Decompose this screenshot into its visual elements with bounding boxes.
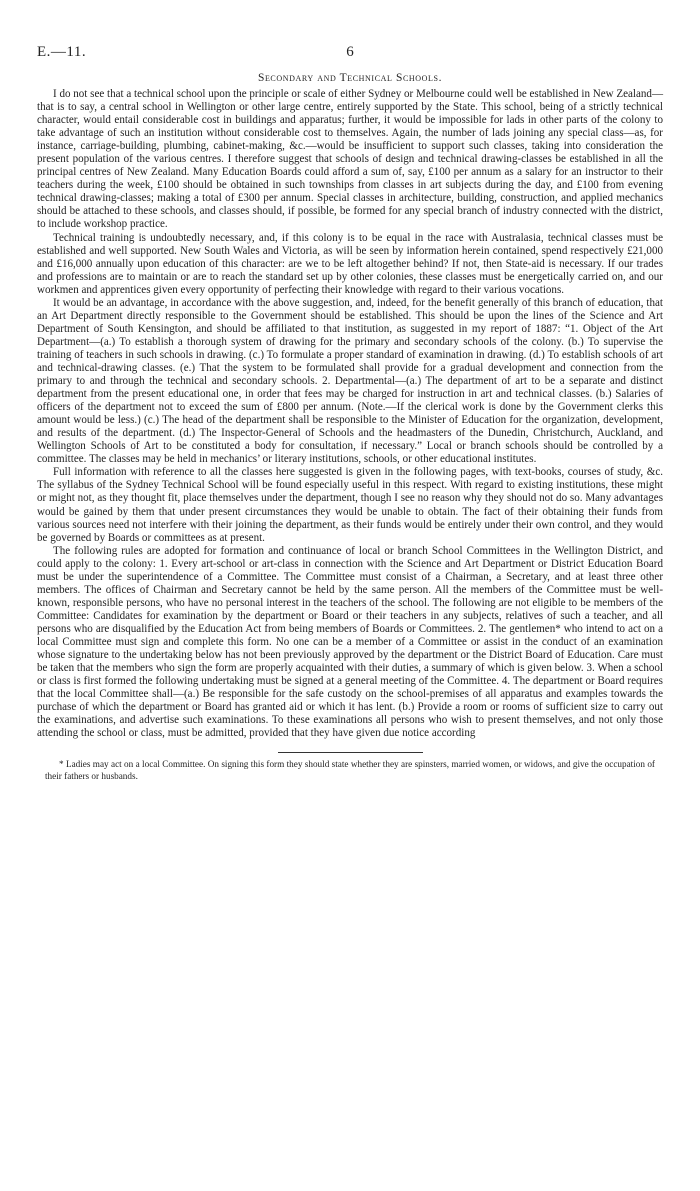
paragraph-technical-training: Technical training is undoubtedly necessary, and, if this colony is to be equal in the race with Australasia, technical classes must be established and well supported. New South Wales and Victoria, as will be seen by information herein contained, spend respectively £21,000 and £16,000 annually upon education of this character: are we to be left altogether behind? If not, then State-aid is necessary. If our trades and professions are to maintain or are to reach the standard set up by other colonies, these classes must be energetically carried on, and our workmen and apprentices given every opportunity of perfecting their knowledge with regard to their various vocations.: [37, 231, 663, 296]
paragraph-full-information: Full information with reference to all the classes here suggested is given in the following pages, with text-books, courses of study, &c. The syllabus of the Sydney Technical School will be found especially useful in this respect. With regard to existing institutions, these might or might not, as they thought fit, place themselves under the department, though I see no reason why they should not do so. Many advantages would be gained by them that under present circumstances they would be unable to obtain. The fact of their obtaining their funds from various sources need not interfere with their joining the department, as their funds would be entirely under their own control, and they would be governed by Boards or committees as at present.: [37, 466, 663, 544]
paragraph-art-department: It would be an advantage, in accordance with the above suggestion, and, indeed, for the benefit generally of this branch of education, that an Art Department directly responsible to the Government should be established. This should be upon the lines of the Science and Art Department of South Kensington, and should be affiliated to that institution, as suggested in my report of 1887: “1. Object of the Art Department—(a.) To establish a thorough system of drawing for the primary and secondary schools of the colony. (b.) To supervise the training of teachers in such schools in drawing. (c.) To formulate a proper standard of examination in drawing. (d.) To establish schools of art and technical-drawing classes. (e.) That the system to be formulated shall provide for a gradual development and connection from the primary to and through the technical and secondary schools. 2. Departmental—(a.) The department of art to be a separate and distinct department from the present educational one, in order that fees may be charged for instruction in art and technical classes. (b.) Salaries of officers of the department not to exceed the sum of £800 per annum. (Note.—If the clerical work is done by the Government clerks this amount would be less.) (c.) The head of the department shall be responsible to the Minister of Education for the organization, development, and results of the department. (d.) The Inspector-General of Schools and the headmasters of the Dunedin, Christchurch, Auckland, and Wellington Schools of Art to be constituted a body for consultation, if necessary.” Local or branch schools should be controlled by a committee. The classes may be held in mechanics’ or literary institutions, schools, or other educational institutes.: [37, 296, 663, 466]
footnote: * Ladies may act on a local Committee. On signing this form they should state whether they are spinsters, married women, or widows, and give the occupation of their fathers or husbands.: [45, 759, 655, 781]
section-title: Secondary and Technical Schools.: [257, 72, 443, 84]
running-header: [37, 44, 663, 68]
footnote-divider: [278, 752, 423, 753]
page-number: 6: [346, 44, 354, 60]
paragraph-committee-rules: The following rules are adopted for formation and continuance of local or branch School Committees in the Wellington District, and could apply to the colony: 1. Every art-school or art-class in connection with the Science and Art Department or District Education Board must be under the superintendence of a Committee. The Committee must consist of a Chairman, a Secretary, and at least three other members. The offices of Chairman and Secretary cannot be held by the same person. All the members of the Committee must be well-known, responsible persons, who have no personal interest in the teachers of the school. The following are not eligible to be members of the Committee: Candidates for examination by the department or Board or their teachers in any subjects, relatives of such a teacher, and all persons who are disqualified by the Education Act from being members of Boards or Committees. 2. The gentlemen* who intend to act on a local Committee must sign and complete this form. No one can be a member of a Committee or assist in the conduct of an examination whose signature to the undertaking below has not been previously approved by the department or the District Board of Education. Care must be taken that the members who sign the form are properly acquainted with their duties, a summary of which is given below. 3. When a school or class is first formed the following undertaking must be signed at a general meeting of the Committee. 4. The department or Board requires that the local Committee shall—(a.) Be responsible for the safe custody on the school-premises of all apparatus and examples towards the purchase of which the department or Board has granted aid or which it has lent. (b.) Provide a room or rooms of sufficient size to carry out the examinations, and advertise such examinations. To these examinations all persons who wish to present themselves, and not only those attending the school or class, must be admitted, provided that they have given due notice according: [37, 544, 663, 740]
paragraph-technical-school-proposal: I do not see that a technical school upon the principle or scale of either Sydney or Melbourne could well be established in New Zealand—that is to say, a central school in Wellington or other large centre, entirely supported by the State. This school, being of a strictly technical character, would entail considerable cost in buildings and apparatus; further, it would be impossible for lads in other parts of the colony to take advantage of such an institution without considerable cost to themselves. Again, the number of lads joining any special class—as, for instance, carriage-building, plumbing, cabinet-making, &c.—would be insufficient to support such classes, taking into consideration the present population of the various centres. I therefore suggest that schools of design and technical drawing-classes be established in all the principal centres of New Zealand. Many Education Boards could afford a sum of, say, £100 per annum as a salary for an instructor to their teachers during the week, £100 should be obtained in such townships from classes in art subjects during the day, and £100 from evening technical drawing-classes; making a total of £300 per annum. Special classes in architecture, building, construction, and applied mechanics should be attached to these schools, and classes should, if possible, be formed for any special branch of industry connected with the district, to include workshop practice.: [37, 88, 663, 231]
document-reference: E.—11.: [37, 44, 87, 60]
